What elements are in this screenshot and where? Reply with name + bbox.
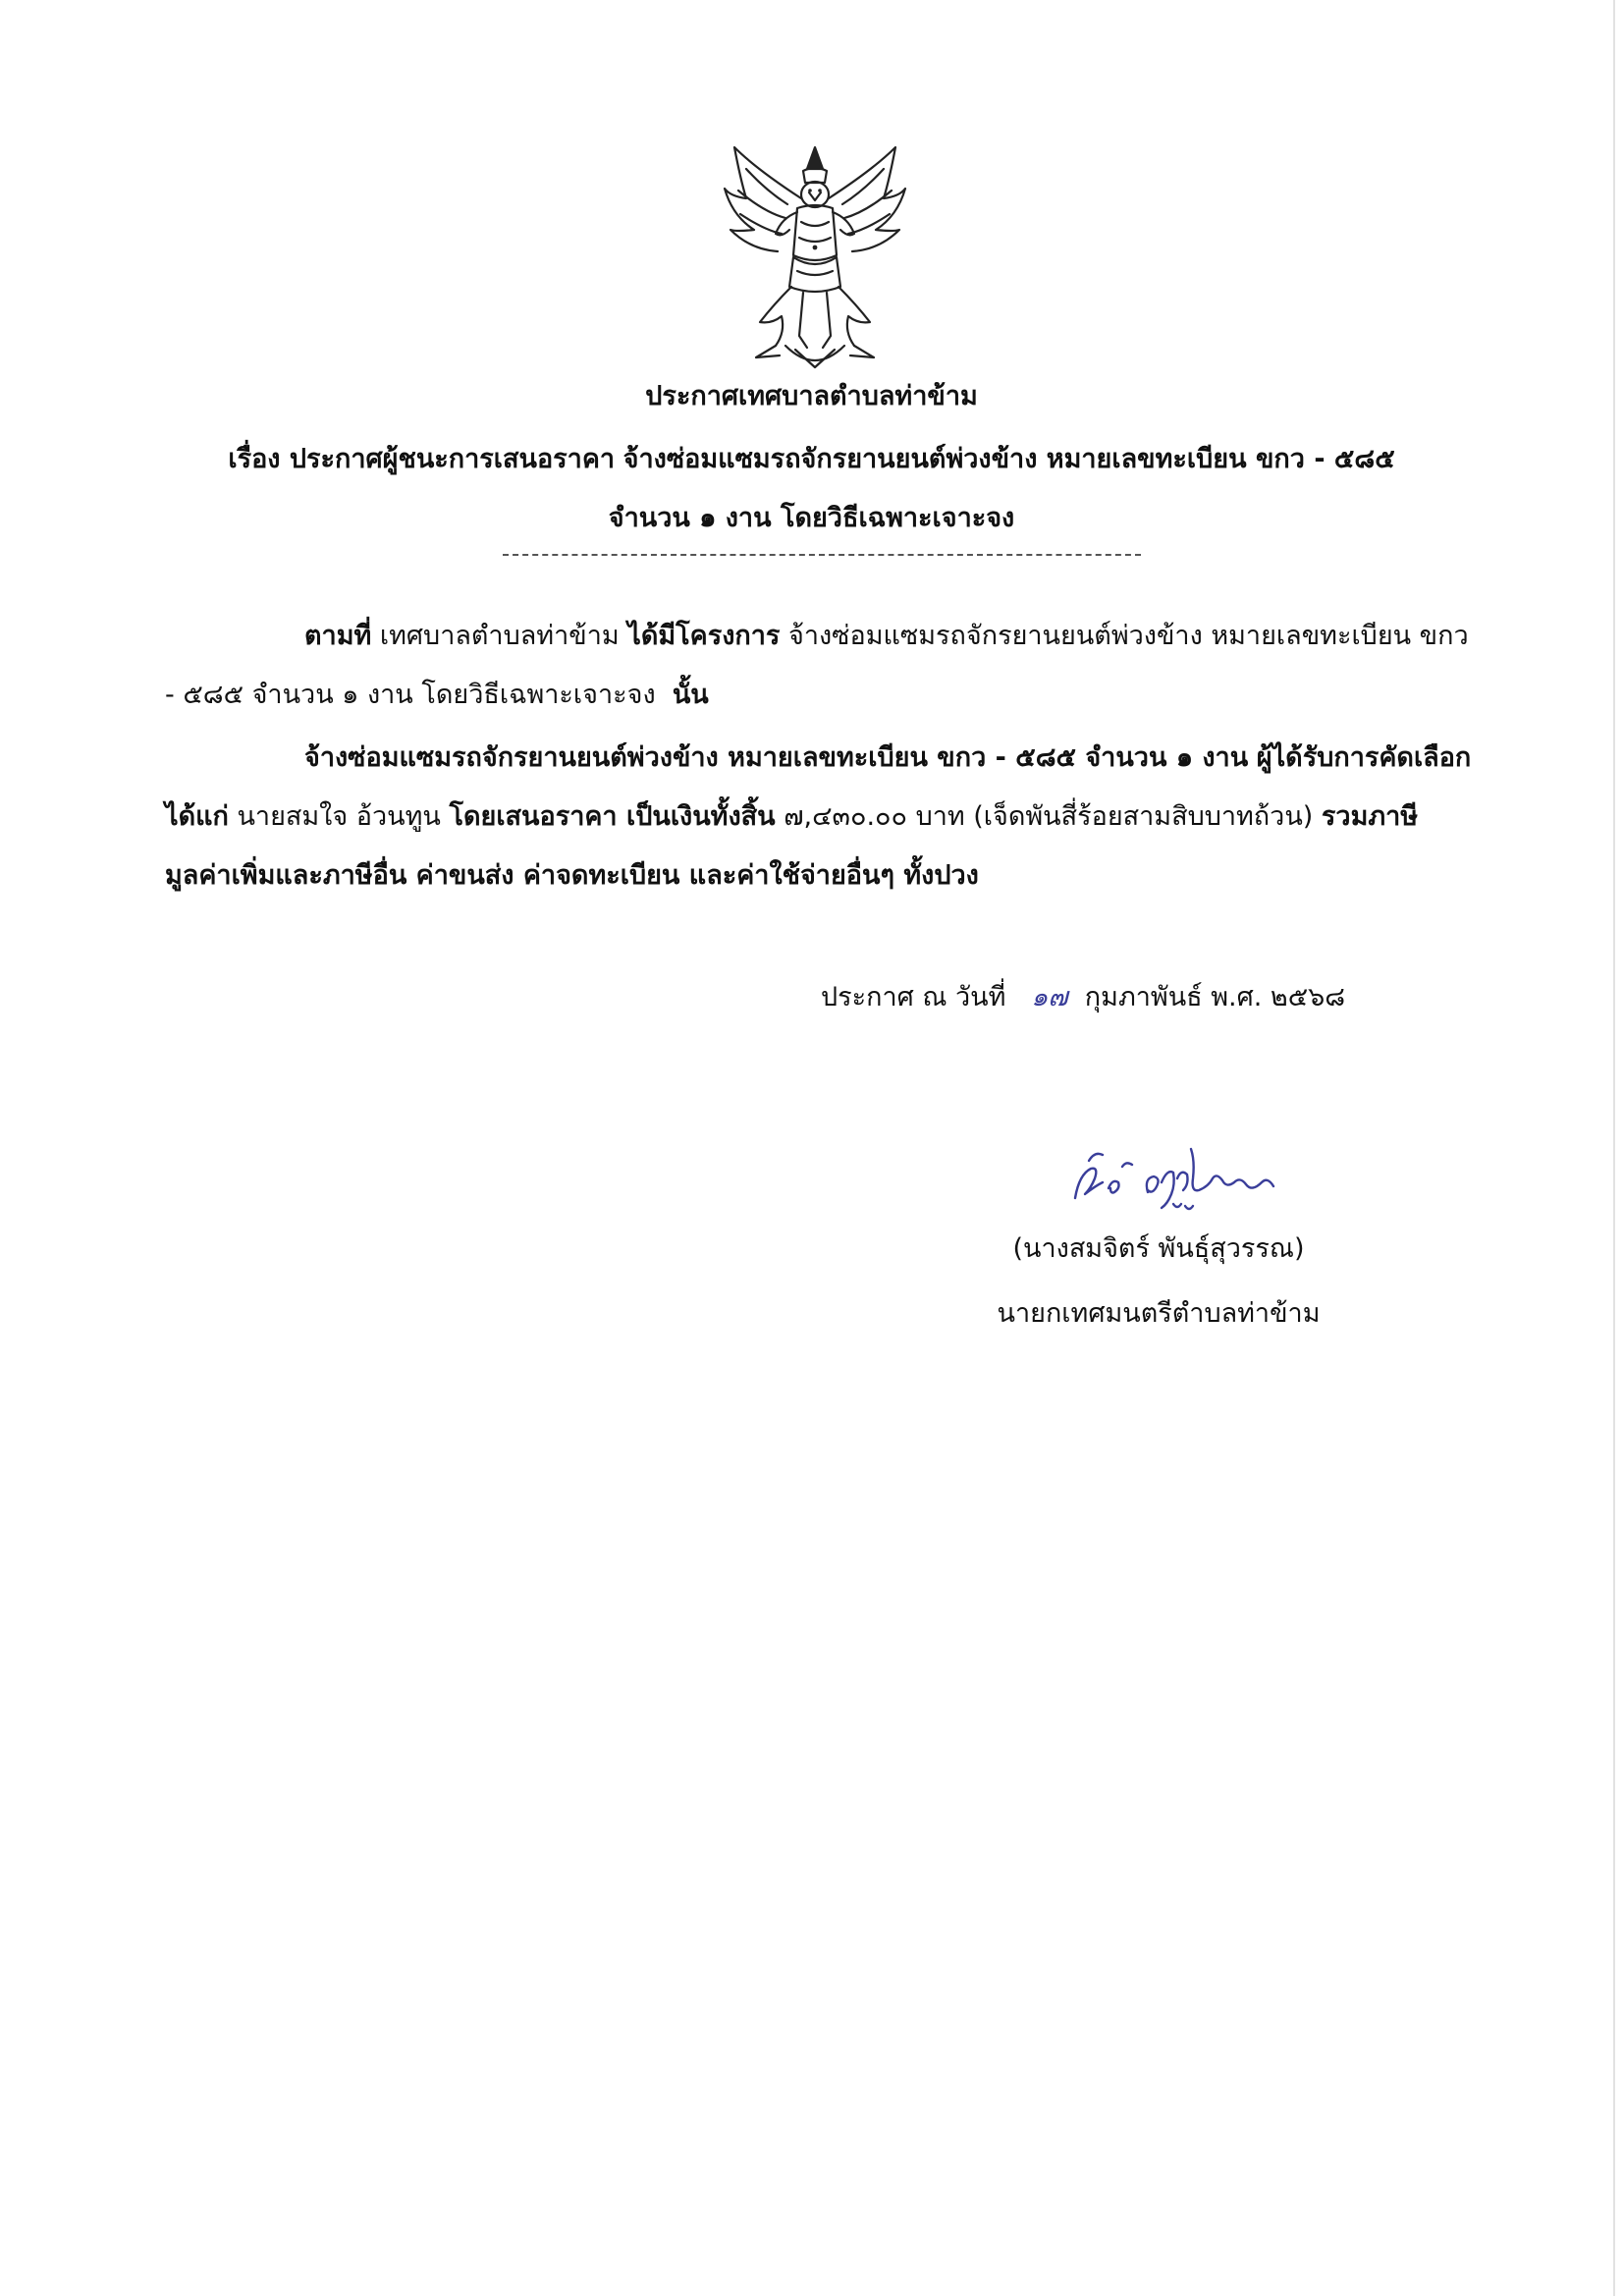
agency-title [0,377,1623,416]
subject-text: จ้างซ่อมแซมรถจักรยานยนต์พ่วงข้าง หมายเลขทะเบียน ขกว - ๕๘๕ [622,444,1395,474]
signatory-position: นายกเทศมนตรีตำบลท่าข้าม [997,1298,1321,1329]
handwritten-signature-icon [1065,1139,1291,1218]
para1-project-label: ได้มีโครงการ [627,621,781,651]
para1-lead: ตามที่ [304,621,372,651]
para1-project-text: จ้างซ่อมแซมรถจักรยานยนต์พ่วงข้าง หมายเลขทะเบียน ขกว [788,621,1469,651]
date-month-year: กุมภาพันธ์ พ.ศ. ๒๕๖๘ [1084,982,1346,1012]
paragraph-2-line-2 [165,797,1418,837]
paragraph-1-line-2 [165,676,709,715]
header-separator [503,554,1141,556]
para2-line3: มูลค่าเพิ่มและภาษีอื่น ค่าขนส่ง ค่าจดทะเบียน และค่าใช้จ่ายอื่นๆ ทั้งปวง [165,860,979,891]
date-prefix: ประกาศ ณ วันที่ [821,982,1006,1012]
para2-tax-label: รวมภาษี [1321,801,1419,832]
para2-item-text: จ้างซ่อมแซมรถจักรยานยนต์พ่วงข้าง หมายเลขทะเบียน ขกว - ๕๘๕ จำนวน ๑ งาน [304,742,1249,773]
paragraph-1-line-1 [304,617,1469,656]
para2-price-label: โดยเสนอราคา เป็นเงินทั้งสิ้น [449,801,776,832]
agency-title-text: ประกาศเทศบาลตำบลท่าข้าม [645,381,978,411]
scan-edge-line [1613,0,1615,2296]
subject-line [0,440,1623,479]
garuda-emblem-icon [717,139,913,375]
para1-line2-text: - ๕๘๕ จำนวน ๑ งาน โดยวิธีเฉพาะเจาะจง [165,680,656,710]
para1-line2-end: นั้น [672,680,709,710]
para2-selected-label: ผู้ได้รับการคัดเลือก [1256,742,1472,773]
paragraph-2-line-1 [304,738,1471,778]
subject-continuation [0,499,1623,538]
date-day: ๑๗ [1031,982,1068,1012]
para2-price-text: ๗,๔๓๐.๐๐ บาท (เจ็ดพันสี่ร้อยสามสิบบาทถ้วน) [784,801,1314,832]
paragraph-2-line-3 [165,856,979,896]
subject-cont-text: จำนวน ๑ งาน โดยวิธีเฉพาะเจาะจง [608,503,1015,533]
para1-agency: เทศบาลตำบลท่าข้าม [379,621,620,651]
signatory-name: (นางสมจิตร์ พันธุ์สุวรรณ) [1012,1233,1305,1264]
para2-winner-label: ได้แก่ [165,801,229,832]
para2-winner-name: นายสมใจ อ้วนทูน [237,801,441,832]
announcement-date [821,978,1345,1017]
subject-label: เรื่อง ประกาศผู้ชนะการเสนอราคา [228,444,616,474]
